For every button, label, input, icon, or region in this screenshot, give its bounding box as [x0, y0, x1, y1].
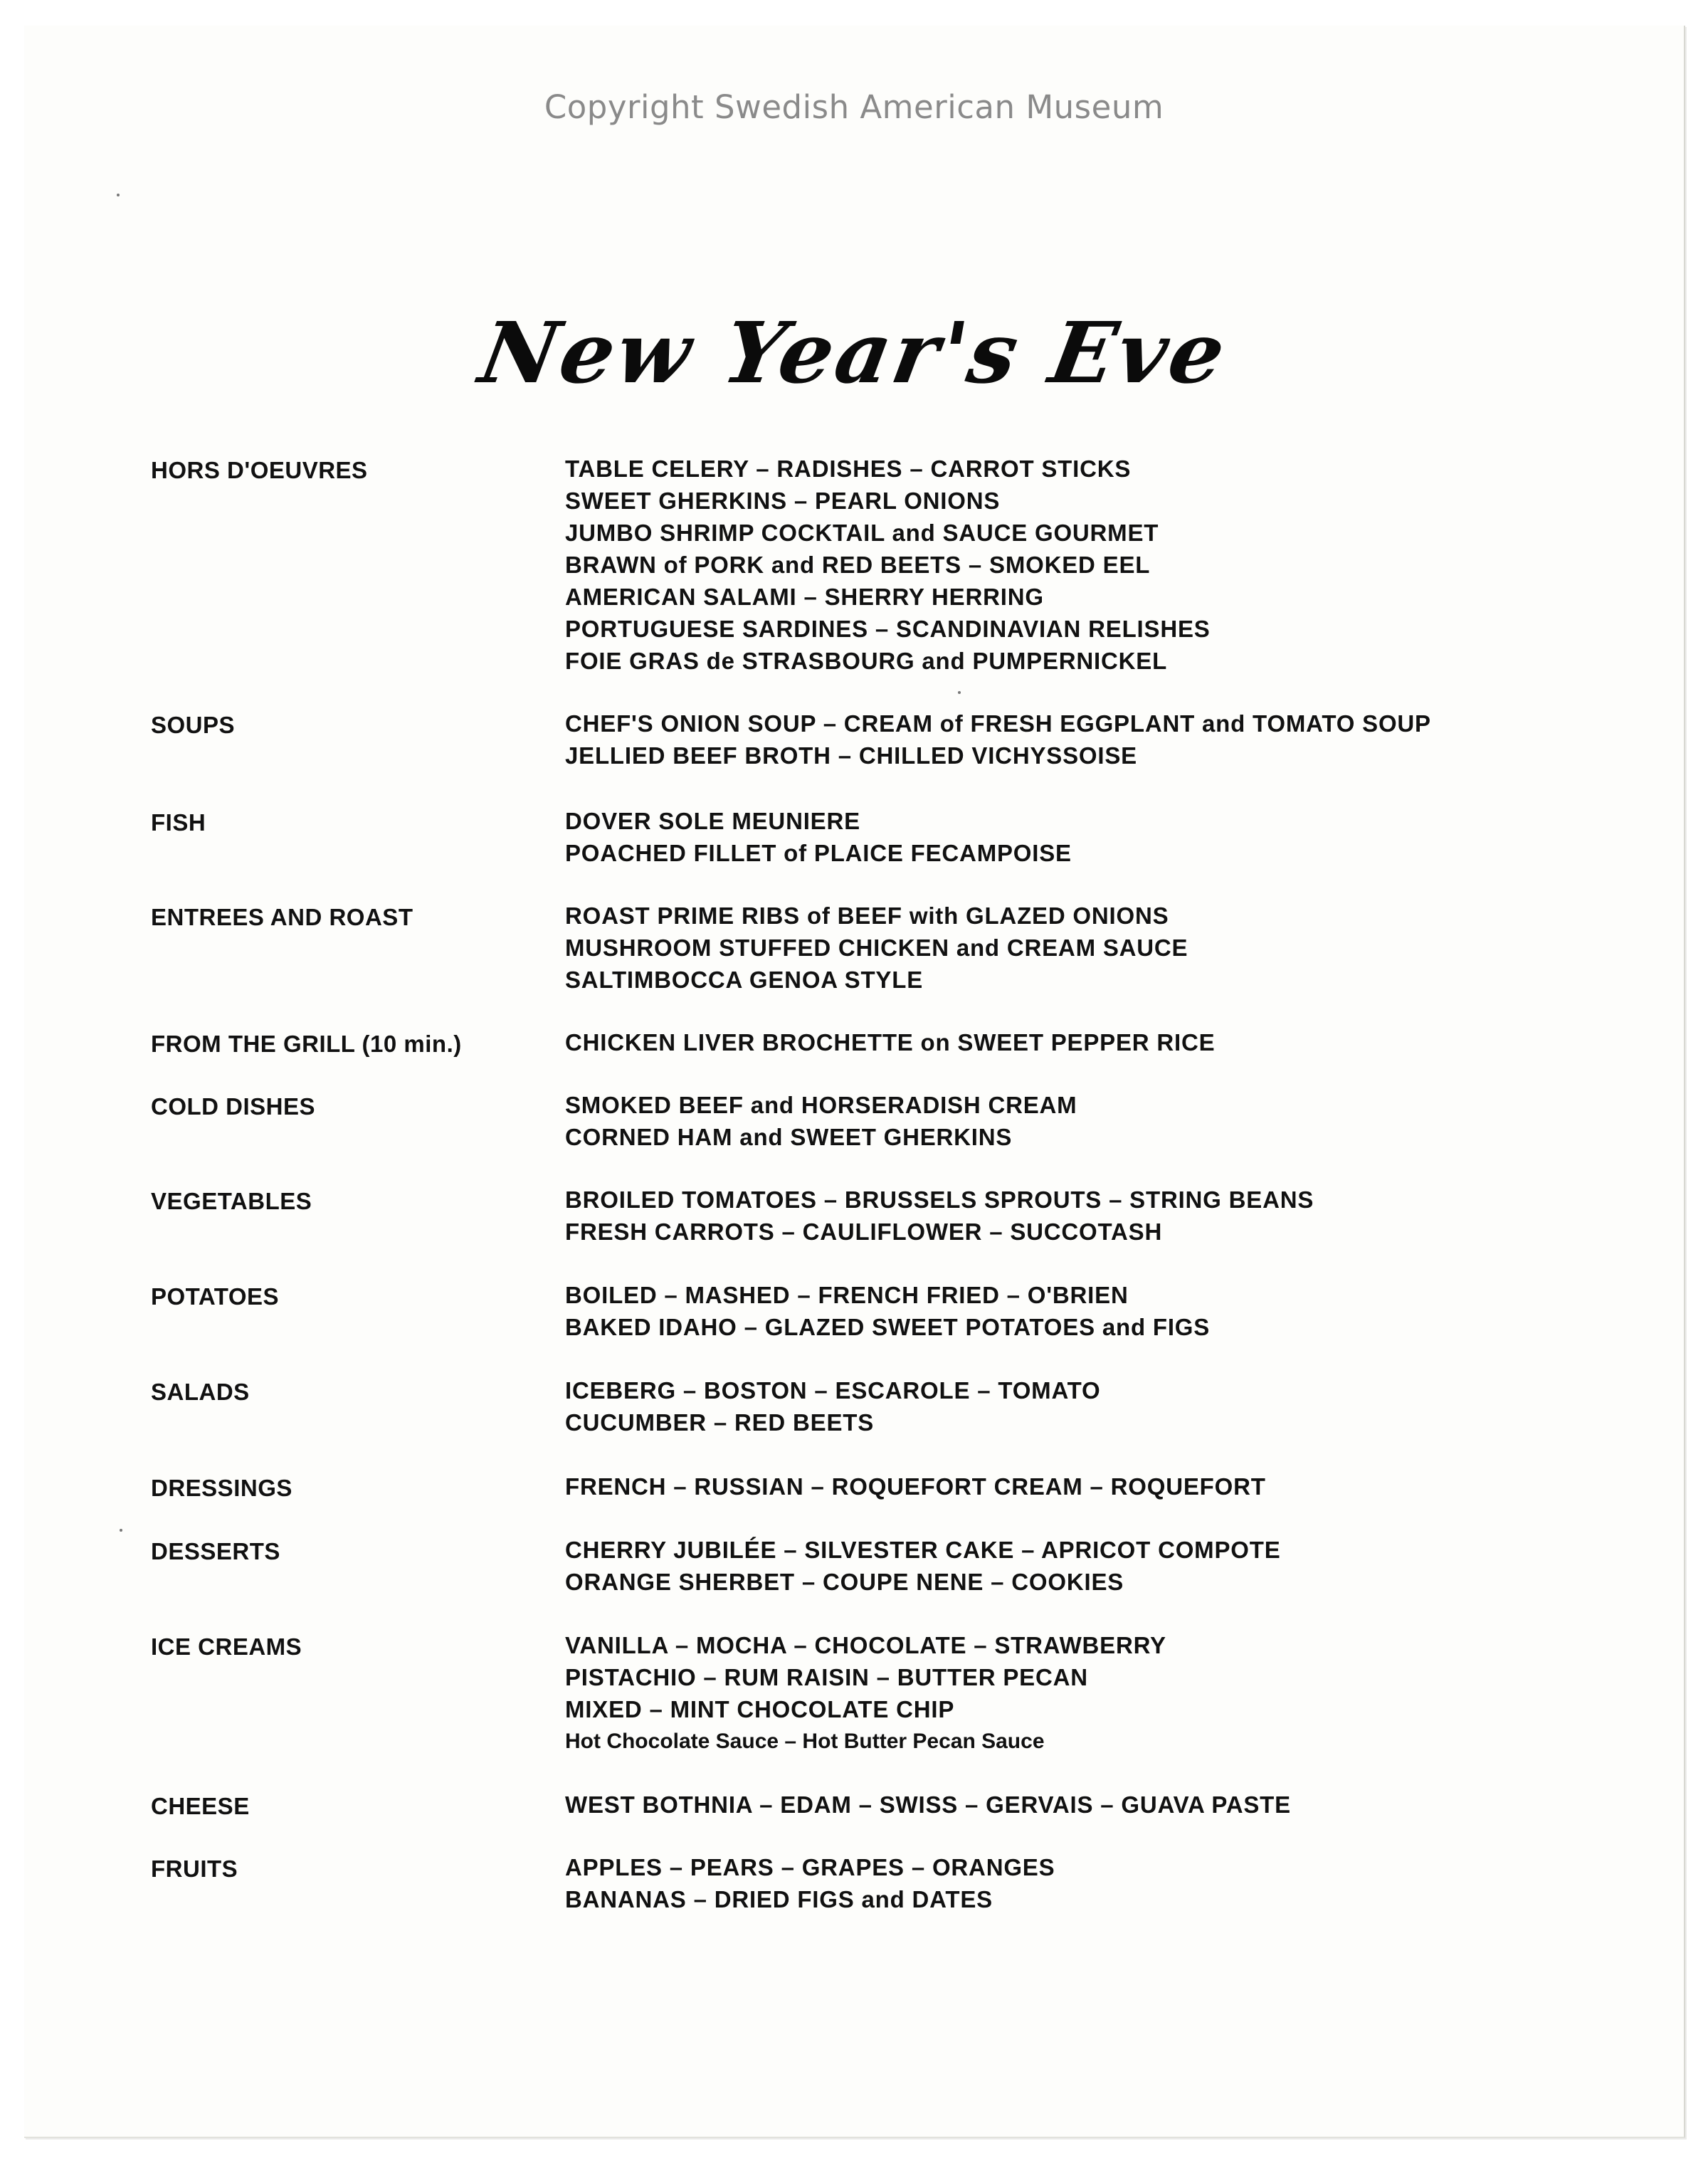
- menu-title: New Year's Eve: [473, 303, 1235, 402]
- menu-item: SALTIMBOCCA GENOA STYLE: [565, 967, 924, 993]
- menu-item: Hot Chocolate Sauce – Hot Butter Pecan Sauce: [565, 1730, 1045, 1753]
- section-category: FRUITS: [151, 1856, 238, 1882]
- section-items: [565, 707, 1431, 772]
- section-category: ENTREES AND ROAST: [151, 904, 413, 930]
- menu-item: SWEET GHERKINS – PEARL ONIONS: [565, 488, 1001, 514]
- menu-item: BANANAS – DRIED FIGS and DATES: [565, 1886, 993, 1912]
- menu-item: CHICKEN LIVER BROCHETTE on SWEET PEPPER RICE: [565, 1029, 1216, 1056]
- paper-speck: [117, 194, 120, 196]
- section-items: [565, 453, 1211, 677]
- section-category: COLD DISHES: [151, 1093, 316, 1120]
- menu-item: BROILED TOMATOES – BRUSSELS SPROUTS – STRING BEANS: [565, 1186, 1314, 1213]
- section-category: VEGETABLES: [151, 1188, 312, 1214]
- menu-item: JUMBO SHRIMP COCKTAIL and SAUCE GOURMET: [565, 520, 1159, 546]
- menu-item: BOILED – MASHED – FRENCH FRIED – O'BRIEN: [565, 1282, 1129, 1308]
- menu-item: PORTUGUESE SARDINES – SCANDINAVIAN RELISHES: [565, 616, 1211, 642]
- menu-item: BRAWN of PORK and RED BEETS – SMOKED EEL: [565, 552, 1151, 578]
- section-items: [565, 1374, 1100, 1438]
- section-category: SALADS: [151, 1379, 250, 1405]
- section-category: ICE CREAMS: [151, 1633, 302, 1660]
- section-items: [565, 1470, 1266, 1502]
- menu-item: MIXED – MINT CHOCOLATE CHIP: [565, 1696, 955, 1722]
- menu-item: PISTACHIO – RUM RAISIN – BUTTER PECAN: [565, 1664, 1088, 1690]
- section-items: [565, 900, 1188, 996]
- section-items: [565, 1851, 1055, 1915]
- section-category: DRESSINGS: [151, 1475, 292, 1501]
- section-category: SOUPS: [151, 712, 236, 738]
- section-items: [565, 1089, 1077, 1153]
- menu-item: ORANGE SHERBET – COUPE NENE – COOKIES: [565, 1569, 1124, 1595]
- menu-item: TABLE CELERY – RADISHES – CARROT STICKS: [565, 456, 1132, 482]
- menu-item: POACHED FILLET of PLAICE FECAMPOISE: [565, 840, 1072, 866]
- menu-item: FRESH CARROTS – CAULIFLOWER – SUCCOTASH: [565, 1219, 1163, 1245]
- section-category: FROM THE GRILL (10 min.): [151, 1031, 462, 1057]
- menu-item: WEST BOTHNIA – EDAM – SWISS – GERVAIS – GUAVA PASTE: [565, 1791, 1291, 1818]
- paper-speck: [120, 1529, 122, 1532]
- section-items: [565, 1789, 1291, 1821]
- section-items: [565, 1534, 1281, 1598]
- menu-item: DOVER SOLE MEUNIERE: [565, 808, 860, 834]
- section-items: [565, 1629, 1166, 1757]
- section-category: DESSERTS: [151, 1538, 280, 1564]
- section-category: FISH: [151, 809, 206, 836]
- menu-item: MUSHROOM STUFFED CHICKEN and CREAM SAUCE: [565, 935, 1188, 961]
- menu-item: AMERICAN SALAMI – SHERRY HERRING: [565, 584, 1044, 610]
- menu-item: BAKED IDAHO – GLAZED SWEET POTATOES and FIGS: [565, 1314, 1211, 1340]
- menu-item: FRENCH – RUSSIAN – ROQUEFORT CREAM – ROQUEFORT: [565, 1473, 1266, 1500]
- section-category: POTATOES: [151, 1283, 280, 1310]
- menu-sheet: [24, 26, 1685, 2138]
- menu-item: FOIE GRAS de STRASBOURG and PUMPERNICKEL: [565, 648, 1168, 674]
- menu-item: APPLES – PEARS – GRAPES – ORANGES: [565, 1854, 1055, 1880]
- menu-item: VANILLA – MOCHA – CHOCOLATE – STRAWBERRY: [565, 1632, 1166, 1658]
- menu-item: JELLIED BEEF BROTH – CHILLED VICHYSSOISE: [565, 742, 1137, 769]
- menu-item: SMOKED BEEF and HORSERADISH CREAM: [565, 1092, 1077, 1118]
- section-category: CHEESE: [151, 1793, 250, 1819]
- menu-item: ICEBERG – BOSTON – ESCAROLE – TOMATO: [565, 1377, 1101, 1404]
- section-items: [565, 1026, 1215, 1058]
- menu-item: CHERRY JUBILÉE – SILVESTER CAKE – APRICOT COMPOTE: [565, 1537, 1281, 1563]
- copyright-watermark: Copyright Swedish American Museum: [544, 88, 1164, 126]
- menu-item: ROAST PRIME RIBS of BEEF with GLAZED ONIONS: [565, 902, 1169, 929]
- section-items: [565, 1184, 1314, 1248]
- paper-speck: [958, 691, 961, 694]
- menu-item: CHEF'S ONION SOUP – CREAM of FRESH EGGPLANT and TOMATO SOUP: [565, 710, 1431, 737]
- menu-item: CORNED HAM and SWEET GHERKINS: [565, 1124, 1013, 1150]
- section-category: HORS D'OEUVRES: [151, 457, 368, 483]
- section-items: [565, 1279, 1210, 1343]
- section-items: [565, 805, 1072, 869]
- menu-item: CUCUMBER – RED BEETS: [565, 1409, 875, 1436]
